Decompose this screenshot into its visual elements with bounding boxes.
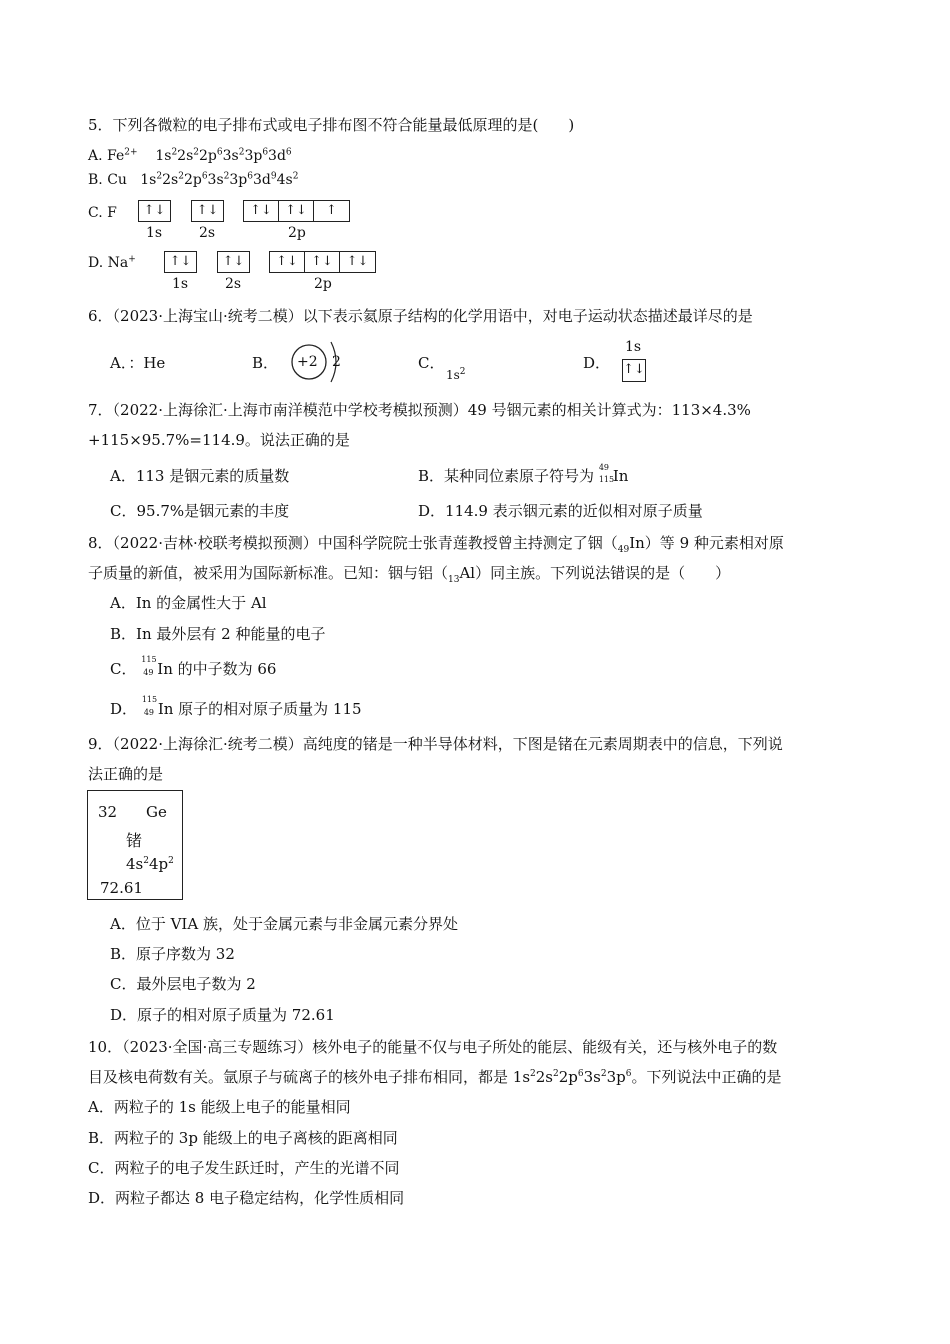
orbital-label: 2p <box>288 225 306 241</box>
element-atomic-mass: 72.61 <box>100 879 143 897</box>
isotope-atomic-number: 49 <box>143 668 154 677</box>
atom-nucleus-charge: +2 <box>297 354 318 370</box>
orbital-label: 2s <box>199 225 216 241</box>
q8-option-a: A．In 的金属性大于 Al <box>110 594 267 612</box>
q7-option-b: B．某种同位素原子符号为 49 115 In <box>418 463 629 485</box>
orbital-arrows: ↑↓ <box>143 203 166 218</box>
q5-option-b: B. Cu $1s^22s^22p^63s^23p^63d^94s^2$ <box>88 171 299 188</box>
element-symbol: Ge <box>146 803 167 821</box>
q5-stem: 5．下列各微粒的电子排布式或电子排布图不符合能量最低原理的是( ) <box>88 116 575 134</box>
orbital-box-1s <box>622 359 646 382</box>
q6-stem: 6．（2023·上海宝山·统考二模）以下表示氦原子结构的化学用语中，对电子运动状态描述最详尽的是 <box>88 307 753 325</box>
q8-option-c: C． 115 49 In 的中子数为 66 <box>110 655 277 678</box>
q6-option-a: A．：He <box>110 354 166 372</box>
q10-option-a: A．两粒子的 1s 能级上电子的能量相同 <box>88 1098 351 1116</box>
q6-option-c-label: C． <box>418 354 445 372</box>
q10-stem-line1: 10．（2023·全国·高三专题练习）核外电子的能量不仅与电子所处的能层、能级有关，还与核外电子的数 <box>88 1038 778 1056</box>
q9-stem-line2: 法正确的是 <box>88 765 164 783</box>
q6-option-b-label: B． <box>252 354 279 372</box>
q6-option-c-config: $1s^2$ <box>446 367 466 382</box>
orbital-arrows: ↑↓ <box>244 201 279 221</box>
orbital-box-2s <box>217 251 250 273</box>
q9-option-c: C．最外层电子数为 2 <box>110 975 256 993</box>
q10-option-c: C．两粒子的电子发生跃迁时，产生的光谱不同 <box>88 1159 400 1177</box>
orbital-box-1s <box>138 200 171 222</box>
orbital-box-1s <box>164 251 197 273</box>
q7-stem-line1: 7．（2022·上海徐汇·上海市南洋模范中学校考模拟预测）49 号铟元素的相关计算式为：113×4.3% <box>88 401 751 419</box>
element-name: 锗 <box>126 831 143 850</box>
q10-stem-line2: 目及核电荷数有关。氩原子与硫离子的核外电子排布相同，都是 $1s^22s^22p^63s^23p^6$。下列说法中正确的是 <box>88 1068 782 1086</box>
orbital-arrows: ↑↓ <box>279 201 314 221</box>
q9-option-b: B．原子序数为 32 <box>110 945 235 963</box>
periodic-table-cell <box>87 790 183 900</box>
q7-option-d: D．114.9 表示铟元素的近似相对原子质量 <box>418 502 703 520</box>
q5-option-d-label: D. Na+ <box>88 254 136 271</box>
orbital-arrows: ↑↓ <box>623 362 645 377</box>
q8-stem-line1: 8．（2022·吉林·校联考模拟预测）中国科学院院士张青莲教授曾主持测定了铟$(_{49}In)$等 9 种元素相对原 <box>88 534 784 555</box>
orbital-label: 2s <box>225 276 242 292</box>
orbital-box-2p <box>269 251 376 273</box>
orbital-box-2p <box>243 200 350 222</box>
q8-option-b: B．In 最外层有 2 种能量的电子 <box>110 625 326 643</box>
isotope-mass-number: 115 <box>141 695 158 704</box>
q7-option-c: C．95.7%是铟元素的丰度 <box>110 502 290 520</box>
q5-option-c-label: C. F <box>88 205 117 221</box>
orbital-arrows: ↑↓ <box>222 254 245 269</box>
orbital-arrows: ↑↓ <box>196 203 219 218</box>
isotope-mass-number: 115 <box>598 475 615 484</box>
orbital-arrow: ↑ <box>326 203 337 218</box>
element-atomic-number: 32 <box>98 803 118 821</box>
orbital-arrows: ↑↓ <box>169 254 192 269</box>
q9-option-a: A．位于 VIA 族，处于金属元素与非金属元素分界处 <box>110 915 458 933</box>
orbital-box-2s <box>191 200 224 222</box>
isotope-mass-number: 115 <box>141 655 157 664</box>
orbital-label: 1s <box>146 225 163 241</box>
isotope-atomic-number: 49 <box>143 708 154 717</box>
q8-stem-line2: 子质量的新值，被采用为国际新标准。已知：铟与铝$(_{13}Al)$同主族。下列说法错误的是（ ） <box>88 564 731 585</box>
q9-option-d: D．原子的相对原子质量为 72.61 <box>110 1006 335 1024</box>
q9-stem-line1: 9．（2022·上海徐汇·统考二模）高纯度的锗是一种半导体材料，下图是锗在元素周期表中的信息，下列说 <box>88 735 783 753</box>
q10-option-d: D．两粒子都达 8 电子稳定结构，化学性质相同 <box>88 1189 405 1207</box>
atom-structure-diagram <box>285 338 355 386</box>
q10-option-b: B．两粒子的 3p 能级上的电子离核的距离相同 <box>88 1129 398 1147</box>
orbital-arrows: ↑↓ <box>305 252 340 272</box>
q7-stem-line2: +115×95.7%=114.9。说法正确的是 <box>88 431 350 449</box>
element-electron-config: $4s^24p^2$ <box>126 855 174 873</box>
q8-option-d: D． 115 49 In 原子的相对原子质量为 115 <box>110 695 362 718</box>
q5-option-a: A. $Fe^{2+}$ $1s^22s^22p^63s^23p^63d^6$ <box>88 147 292 164</box>
orbital-arrows: ↑↓ <box>346 254 369 269</box>
orbital-label: 2p <box>314 276 332 292</box>
orbital-arrows: ↑↓ <box>270 252 305 272</box>
orbital-label: 1s <box>625 339 642 355</box>
orbital-label: 1s <box>172 276 189 292</box>
isotope-atomic-number: 49 <box>598 463 609 472</box>
q6-option-d-label: D． <box>583 354 611 372</box>
atom-shell-electrons: 2 <box>332 354 341 370</box>
q7-option-a: A．113 是铟元素的质量数 <box>110 467 290 485</box>
